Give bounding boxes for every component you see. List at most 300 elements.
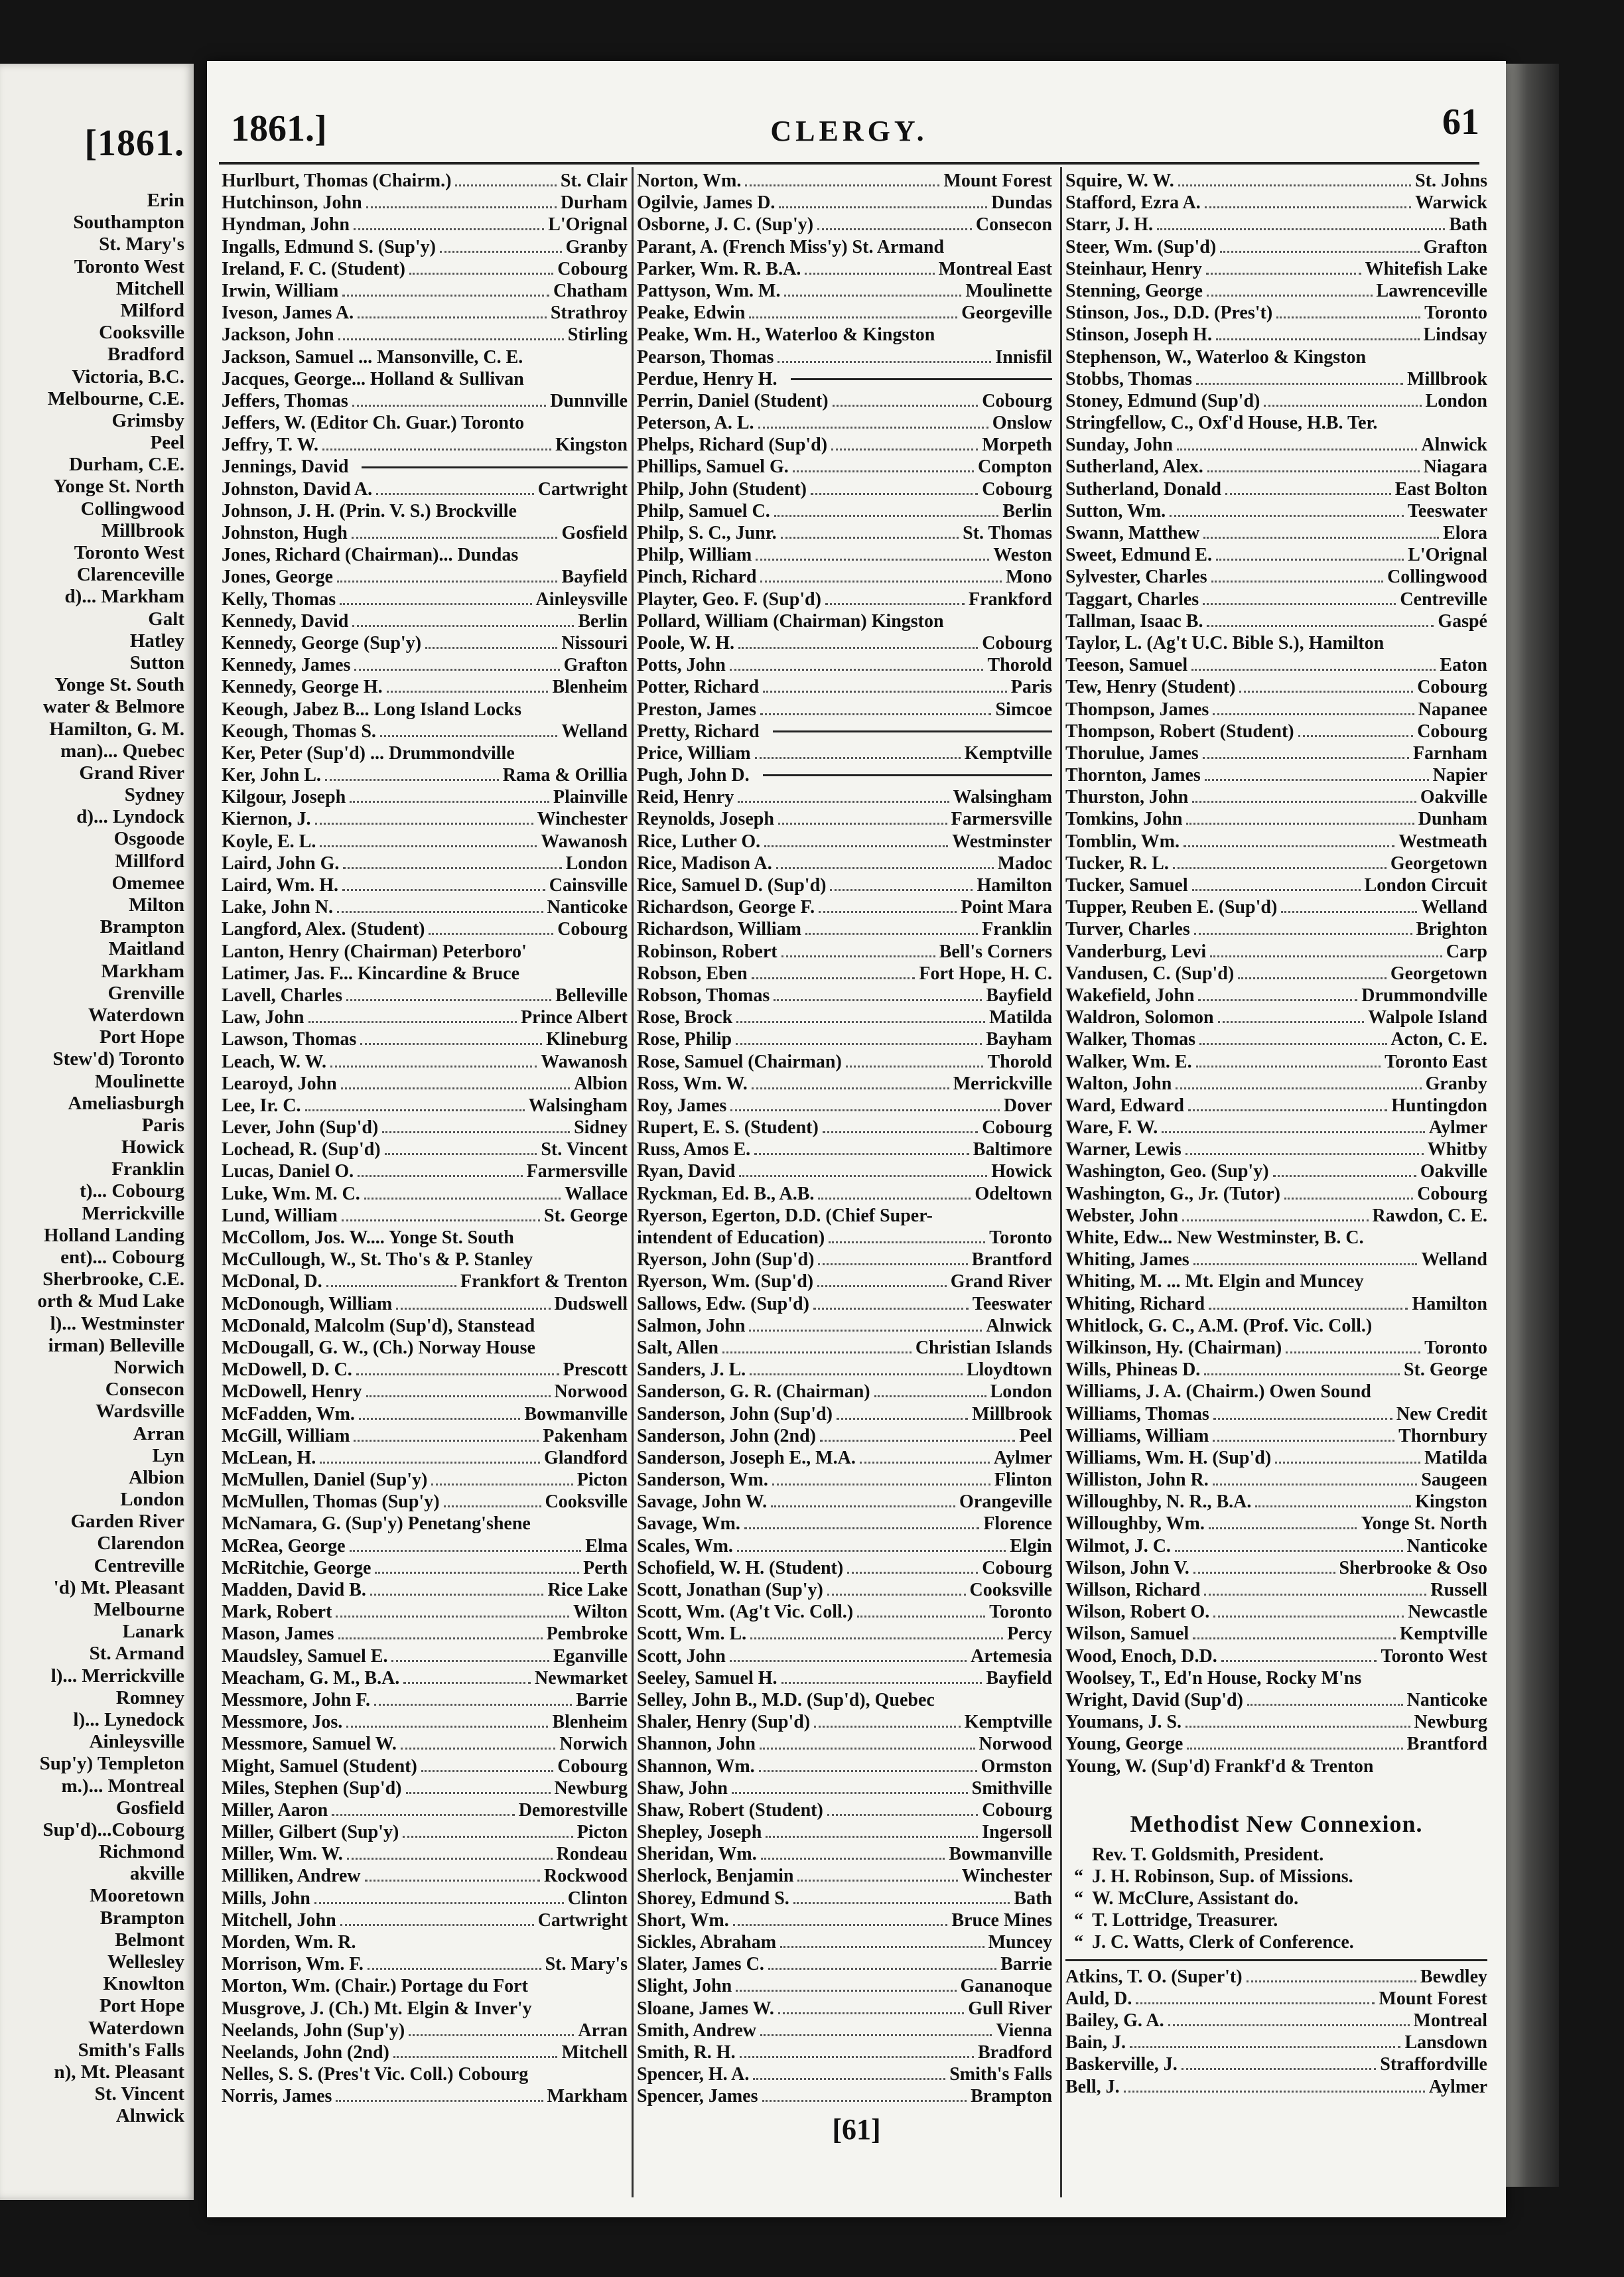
left-page-line: Sup'd)...Cobourg — [42, 1819, 184, 1840]
clergy-station: Morpeth — [982, 435, 1052, 456]
clergy-station: Granby — [1425, 1073, 1487, 1094]
dot-leader — [1198, 999, 1357, 1001]
clergy-station: Perth — [583, 1557, 628, 1578]
clergy-station: Alnwick — [1421, 435, 1487, 456]
clergy-entry — [1065, 1205, 1487, 1227]
clergy-entry — [637, 500, 1052, 522]
clergy-station: Norwood — [979, 1734, 1052, 1755]
clergy-station: Collingwood — [1387, 567, 1487, 588]
dot-leader — [350, 1550, 582, 1552]
dot-leader — [325, 779, 499, 781]
clergy-entry — [1065, 302, 1487, 324]
clergy-entry — [1065, 1733, 1487, 1755]
left-page-line: Hamilton, G. M. — [49, 718, 184, 740]
page-footer-number: [61] — [832, 2113, 881, 2146]
dot-leader — [805, 273, 934, 275]
dot-leader — [393, 2056, 558, 2058]
clergy-station: Berlin — [1002, 500, 1052, 521]
clergy-name: Spencer, James — [637, 2086, 758, 2107]
clergy-station: Albion — [574, 1073, 628, 1094]
clergy-entry — [1065, 1006, 1487, 1028]
left-page-line: Omemee — [111, 872, 184, 894]
dot-leader — [356, 1373, 559, 1375]
clergy-entry — [222, 1711, 628, 1733]
clergy-station: Farmersville — [526, 1161, 628, 1182]
clergy-entry — [222, 2041, 628, 2063]
officer-text: T. Lottridge, Treasurer. — [1092, 1910, 1278, 1931]
dot-leader — [760, 1748, 975, 1750]
clergy-entry — [222, 1821, 628, 1843]
clergy-name: Lavell, Charles — [222, 985, 342, 1006]
clergy-name: Bailey, G. A. — [1065, 2010, 1164, 2031]
clergy-name: Auld, D. — [1065, 1988, 1132, 2009]
clergy-station: Mono — [1006, 567, 1052, 588]
clergy-station: Bayham — [986, 1029, 1052, 1050]
left-page-line: Milford — [120, 299, 184, 321]
clergy-name: Laird, John G. — [222, 853, 340, 874]
clergy-station: Millbrook — [1407, 368, 1487, 389]
page-title: CLERGY. — [770, 115, 928, 147]
dot-leader — [1213, 713, 1414, 715]
clergy-entry — [1065, 1028, 1487, 1050]
dot-leader — [1176, 1087, 1421, 1089]
clergy-name: Meacham, G. M., B.A. — [222, 1667, 400, 1689]
dot-leader — [781, 955, 935, 957]
clergy-station: Picton — [576, 1822, 628, 1843]
clergy-name: Leach, W. W. — [222, 1051, 326, 1072]
clergy-station: Christian Islands — [915, 1337, 1052, 1358]
dot-leader — [374, 1704, 572, 1706]
clergy-entry — [1065, 742, 1487, 764]
dot-leader — [846, 1066, 984, 1068]
dot-leader — [1199, 1043, 1387, 1045]
left-page-line: water & Belmore — [42, 696, 184, 718]
clergy-name: Walton, John — [1065, 1073, 1172, 1094]
clergy-entry — [222, 1425, 628, 1447]
clergy-entry — [222, 214, 628, 236]
dot-leader — [1298, 735, 1414, 737]
left-page-line: Galt — [148, 608, 184, 630]
clergy-name: Hyndman, John — [222, 214, 350, 236]
clergy-entry — [637, 1403, 1052, 1425]
left-page-line: l)... Lynedock — [73, 1708, 184, 1730]
clergy-entry — [637, 236, 1052, 258]
dot-leader — [814, 1726, 961, 1728]
clergy-station: Demorestville — [518, 1799, 628, 1821]
clergy-name: Ward, Edward — [1065, 1095, 1184, 1116]
dot-leader — [1273, 1175, 1416, 1177]
connexion-officer — [1065, 1909, 1487, 1931]
officer-text: J. H. Robinson, Sup. of Missions. — [1092, 1866, 1353, 1887]
dot-leader — [1175, 1550, 1403, 1552]
column-divider — [1060, 167, 1062, 2197]
dot-leader — [1191, 669, 1436, 671]
clergy-entry — [1065, 918, 1487, 940]
left-page-line: Waterdown — [88, 1004, 184, 1026]
left-page-line: Milton — [129, 894, 184, 916]
clergy-name: Sanderson, Wm. — [637, 1470, 768, 1491]
left-page-line: Millbrook — [101, 519, 184, 541]
clergy-station: Smithville — [971, 1777, 1052, 1799]
dot-leader — [1275, 1462, 1420, 1464]
clergy-station: Cobourg — [982, 1557, 1052, 1578]
dot-leader — [818, 1263, 967, 1265]
connexion-rule — [1065, 1954, 1487, 1966]
clergy-entry — [1065, 170, 1487, 192]
dot-leader — [347, 1858, 553, 1860]
dot-leader — [760, 581, 1002, 583]
dot-leader — [1187, 1748, 1402, 1750]
dot-leader — [793, 470, 974, 472]
clergy-name: Pattyson, Wm. M. — [637, 280, 781, 301]
clergy-station: Wallace — [565, 1183, 628, 1204]
clergy-name: Starr, J. H. — [1065, 214, 1153, 236]
dot-leader — [1213, 1484, 1418, 1485]
clergy-station: Rondeau — [556, 1844, 628, 1865]
clergy-entry — [1065, 786, 1487, 808]
connexion-officer — [1065, 1844, 1487, 1866]
dot-leader — [797, 1880, 957, 1882]
clergy-name: Poole, W. H. — [637, 632, 735, 654]
clergy-station: Dundas — [991, 192, 1052, 214]
clergy-entry — [637, 1359, 1052, 1381]
clergy-entry — [222, 1579, 628, 1601]
clergy-entry — [222, 1359, 628, 1381]
clergy-station: Newcastle — [1408, 1602, 1487, 1623]
clergy-name: Russ, Amos E. — [637, 1139, 751, 1160]
left-page-line: Lanark — [122, 1621, 184, 1643]
clergy-name: Shannon, John — [637, 1734, 756, 1755]
clergy-station: St. Johns — [1415, 171, 1487, 191]
clergy-name: Sunday, John — [1065, 435, 1173, 456]
clergy-name: McDowell, D. C. — [222, 1359, 352, 1381]
clergy-name: Slater, James C. — [637, 1954, 764, 1975]
clergy-name: Sheridan, Wm. — [637, 1844, 757, 1865]
clergy-station: Acton, C. E. — [1390, 1029, 1487, 1050]
dot-leader — [322, 448, 551, 450]
dot-leader — [820, 1440, 1015, 1442]
clergy-entry — [1065, 1403, 1487, 1425]
dot-leader — [768, 1968, 996, 1970]
left-page-line: Ameliasburgh — [68, 1092, 184, 1114]
clergy-name: Selley, John B., M.D. (Sup'd), Quebec — [637, 1689, 935, 1710]
dot-leader — [736, 1043, 982, 1045]
clergy-name: Baskerville, J. — [1065, 2054, 1178, 2075]
clergy-entry — [1065, 1513, 1487, 1535]
clergy-name: Vanderburg, Levi — [1065, 941, 1207, 962]
clergy-entry — [637, 214, 1052, 236]
clergy-entry — [1065, 764, 1487, 786]
dot-leader — [829, 1241, 985, 1243]
clergy-station: Bayfield — [986, 985, 1052, 1006]
clergy-name: McLean, H. — [222, 1447, 316, 1468]
clergy-entry — [222, 1865, 628, 1887]
dot-leader — [1185, 1153, 1424, 1155]
left-page-line: Durham, C.E. — [68, 454, 184, 476]
clergy-name: Reid, Henry — [637, 787, 734, 808]
dot-leader — [753, 2078, 945, 2080]
clergy-name: Williams, Thomas — [1065, 1403, 1209, 1424]
clergy-name: Mitchell, John — [222, 1909, 336, 1931]
clergy-entry — [1065, 280, 1487, 302]
clergy-name: Richardson, George F. — [637, 897, 815, 918]
clergy-name: Ker, Peter (Sup'd) ... Drummondville — [222, 742, 515, 764]
clergy-name: intendent of Education) — [637, 1227, 825, 1248]
clergy-station: St. Vincent — [541, 1139, 628, 1160]
clergy-name: Reynolds, Joseph — [637, 809, 774, 830]
clergy-entry — [222, 1799, 628, 1821]
clergy-name: Kennedy, David — [222, 610, 349, 632]
clergy-station: Pakenham — [543, 1425, 628, 1446]
clergy-entry — [222, 1293, 628, 1315]
left-page-line: Sherbrooke, C.E. — [42, 1269, 184, 1290]
clergy-name: Phillips, Samuel G. — [637, 456, 789, 478]
clergy-entry — [1065, 1293, 1487, 1315]
clergy-station: Blenheim — [552, 1712, 628, 1733]
clergy-station: Thorold — [987, 655, 1052, 676]
clergy-name: Wilkinson, Hy. (Chairman) — [1065, 1337, 1282, 1358]
clergy-entry — [637, 522, 1052, 544]
clergy-entry — [637, 2020, 1052, 2041]
clergy-name: Playter, Geo. F. (Sup'd) — [637, 588, 821, 610]
clergy-station: Rama & Orillia — [502, 765, 628, 786]
dot-leader — [341, 1087, 570, 1089]
dot-leader — [779, 206, 987, 208]
clergy-entry — [222, 368, 628, 390]
clergy-station: Kingston — [555, 435, 628, 456]
dot-leader — [756, 559, 989, 561]
clergy-entry — [222, 324, 628, 346]
clergy-entry — [222, 918, 628, 940]
dot-leader — [406, 1792, 551, 1794]
clergy-entry — [1065, 1469, 1487, 1491]
clergy-station: Gaspé — [1438, 610, 1487, 632]
clergy-name: McRitchie, George — [222, 1557, 372, 1578]
clergy-name: Stephenson, W., Waterloo & Kingston — [1065, 346, 1367, 368]
clergy-entry — [1065, 721, 1487, 742]
clergy-name: Lund, William — [222, 1205, 338, 1226]
dot-leader — [759, 1770, 977, 1772]
dot-leader — [755, 757, 961, 759]
clergy-entry — [1065, 1337, 1487, 1359]
dot-leader — [396, 1308, 550, 1310]
left-page-line: Millford — [115, 850, 184, 872]
clergy-station: Oakville — [1420, 1161, 1487, 1182]
clergy-name: Ryerson, Egerton, D.D. (Chief Super- — [637, 1205, 933, 1226]
dot-leader — [776, 867, 994, 869]
clergy-name: Sanderson, John (Sup'd) — [637, 1403, 833, 1424]
dot-leader — [758, 427, 988, 429]
clergy-station: Cobourg — [1417, 677, 1487, 698]
left-page-line: Cooksville — [99, 322, 184, 344]
clergy-entry — [1065, 2076, 1487, 2098]
clergy-name: Ryerson, John (Sup'd) — [637, 1249, 815, 1271]
clergy-entry — [637, 1733, 1052, 1755]
clergy-station: Dunnville — [550, 390, 628, 411]
clergy-name: Roy, James — [637, 1095, 727, 1116]
clergy-station: Muncey — [988, 1932, 1052, 1953]
dot-leader — [1130, 2046, 1400, 2048]
clergy-entry — [222, 610, 628, 632]
clergy-name: Morton, Wm. (Chair.) Portage du Fort — [222, 1976, 528, 1997]
dot-leader — [364, 1198, 561, 1200]
dot-leader — [1213, 1440, 1394, 1442]
dot-leader — [1213, 1616, 1404, 1618]
left-page-line: St. Mary's — [99, 234, 184, 255]
left-page-line: Brampton — [100, 1907, 184, 1929]
clergy-station: Wilton — [573, 1602, 628, 1623]
clergy-station: Kemptville — [964, 742, 1052, 764]
clergy-entry — [637, 1667, 1052, 1689]
dot-leader — [819, 911, 957, 913]
clergy-entry — [1065, 1689, 1487, 1711]
ditto-mark: “ — [1074, 1888, 1083, 1909]
clergy-station: Dudswell — [554, 1293, 628, 1314]
clergy-station: Klineburg — [546, 1029, 628, 1050]
clergy-station: Mount Forest — [1379, 1988, 1487, 2009]
clergy-entry — [637, 412, 1052, 434]
clergy-name: Sloane, James W. — [637, 1998, 774, 2019]
clergy-entry — [637, 192, 1052, 214]
clergy-entry — [222, 1733, 628, 1755]
clergy-entry — [1065, 192, 1487, 214]
dot-leader — [762, 2100, 967, 2102]
left-page-line: 'd) Mt. Pleasant — [53, 1576, 184, 1598]
connexion-officer — [1065, 1931, 1487, 1953]
dot-leader — [409, 273, 553, 275]
clergy-name: Lever, John (Sup'd) — [222, 1117, 379, 1138]
dot-leader — [455, 184, 557, 186]
left-page-line: Collingwood — [80, 498, 184, 519]
clergy-entry — [1065, 1447, 1487, 1469]
dot-leader — [837, 1418, 968, 1420]
clergy-name: Stenning, George — [1065, 280, 1203, 301]
clergy-entry — [1065, 654, 1487, 676]
clergy-name: Whiting, James — [1065, 1249, 1189, 1271]
clergy-station: Orangeville — [959, 1491, 1052, 1513]
clergy-entry — [222, 1931, 628, 1953]
clergy-station: L'Orignal — [1408, 545, 1487, 566]
dot-leader — [1124, 2091, 1425, 2093]
clergy-entry — [222, 1138, 628, 1160]
clergy-station: Montreal — [1413, 2010, 1487, 2031]
clergy-entry — [1065, 1359, 1487, 1381]
clergy-station: Oakville — [1420, 787, 1487, 808]
clergy-station: Winchester — [537, 809, 628, 830]
dot-leader — [817, 228, 972, 230]
clergy-name: Peterson, A. L. — [637, 413, 754, 434]
clergy-name: Smith, R. H. — [637, 2041, 736, 2063]
dot-leader — [1182, 1219, 1368, 1221]
clergy-entry — [1065, 1381, 1487, 1403]
clergy-station: Rice Lake — [547, 1580, 628, 1600]
clergy-entry — [1065, 412, 1487, 434]
clergy-station: Whitefish Lake — [1365, 258, 1487, 279]
dot-leader — [409, 2034, 574, 2036]
clergy-name: Osborne, J. C. (Sup'y) — [637, 214, 814, 236]
clergy-entry — [1065, 2032, 1487, 2053]
clergy-entry — [637, 1271, 1052, 1292]
clergy-entry — [222, 1557, 628, 1579]
clergy-entry — [637, 368, 1052, 390]
clergy-name: Richardson, William — [637, 919, 801, 940]
clergy-entry — [222, 1535, 628, 1557]
clergy-station: Bradford — [978, 2041, 1052, 2063]
dot-leader — [730, 1109, 1000, 1111]
clergy-entry — [222, 1403, 628, 1425]
clergy-name: Irwin, William — [222, 280, 339, 301]
clergy-name: Waldron, Solomon — [1065, 1007, 1214, 1028]
clergy-entry — [637, 1623, 1052, 1645]
clergy-station: Rawdon, C. E. — [1372, 1205, 1487, 1226]
clergy-name: Steinhaur, Henry — [1065, 258, 1202, 279]
clergy-station: Straffordville — [1380, 2054, 1487, 2075]
dot-leader — [1136, 2002, 1375, 2004]
dot-leader — [784, 295, 961, 297]
dot-leader — [352, 537, 558, 539]
clergy-station: Merrickville — [953, 1073, 1052, 1094]
ditto-mark: “ — [1074, 1866, 1083, 1887]
clergy-entry — [222, 699, 628, 721]
dot-leader — [749, 1330, 982, 1332]
clergy-entry — [222, 1073, 628, 1095]
clergy-station: St. George — [544, 1205, 628, 1226]
clergy-entry — [222, 1469, 628, 1491]
clergy-entry — [1065, 1667, 1487, 1689]
clergy-name: Preston, James — [637, 699, 756, 720]
dot-leader — [764, 845, 948, 847]
clergy-name: Ross, Wm. W. — [637, 1073, 748, 1094]
clergy-name: Thompson, James — [1065, 699, 1209, 720]
clergy-station: Blenheim — [552, 677, 628, 698]
clergy-entry — [637, 1381, 1052, 1403]
clergy-name: Price, William — [637, 742, 751, 764]
clergy-station: Howick — [991, 1161, 1052, 1182]
clergy-entry — [222, 1051, 628, 1073]
clergy-station: Thorold — [987, 1051, 1052, 1072]
clergy-entry — [637, 1821, 1052, 1843]
header-page-number: 61 — [1442, 102, 1479, 143]
clergy-entry — [1065, 610, 1487, 632]
left-page-line: d)... Markham — [64, 586, 184, 608]
clergy-station: Gosfield — [561, 523, 628, 543]
clergy-entry — [637, 1337, 1052, 1359]
clergy-column-3-entries — [1065, 170, 1487, 1777]
clergy-name: Madden, David B. — [222, 1580, 366, 1600]
clergy-station: Napier — [1432, 765, 1487, 786]
clergy-entry — [637, 918, 1052, 940]
clergy-entry — [1065, 324, 1487, 346]
dot-leader — [1286, 1351, 1420, 1353]
left-page-line: Centreville — [94, 1554, 184, 1576]
clergy-entry — [637, 1888, 1052, 1909]
dot-leader — [346, 1726, 548, 1728]
clergy-name: Parant, A. (French Miss'y) St. Armand — [637, 236, 945, 257]
clergy-name: McCollom, Jos. W.... Yonge St. South — [222, 1227, 514, 1248]
clergy-entry — [637, 1491, 1052, 1513]
clergy-name: Tupper, Reuben E. (Sup'd) — [1065, 897, 1278, 918]
dot-leader — [774, 999, 982, 1001]
clergy-name: White, Edw... New Westminster, B. C. — [1065, 1227, 1364, 1248]
clergy-entry — [222, 1337, 628, 1359]
clergy-entry — [637, 831, 1052, 853]
clergy-entry — [637, 434, 1052, 456]
clergy-entry — [1065, 1227, 1487, 1249]
dot-leader — [342, 1219, 540, 1221]
dot-leader — [1193, 1263, 1418, 1265]
clergy-name: Thorulue, James — [1065, 742, 1199, 764]
clergy-name: Maudsley, Samuel E. — [222, 1645, 388, 1667]
